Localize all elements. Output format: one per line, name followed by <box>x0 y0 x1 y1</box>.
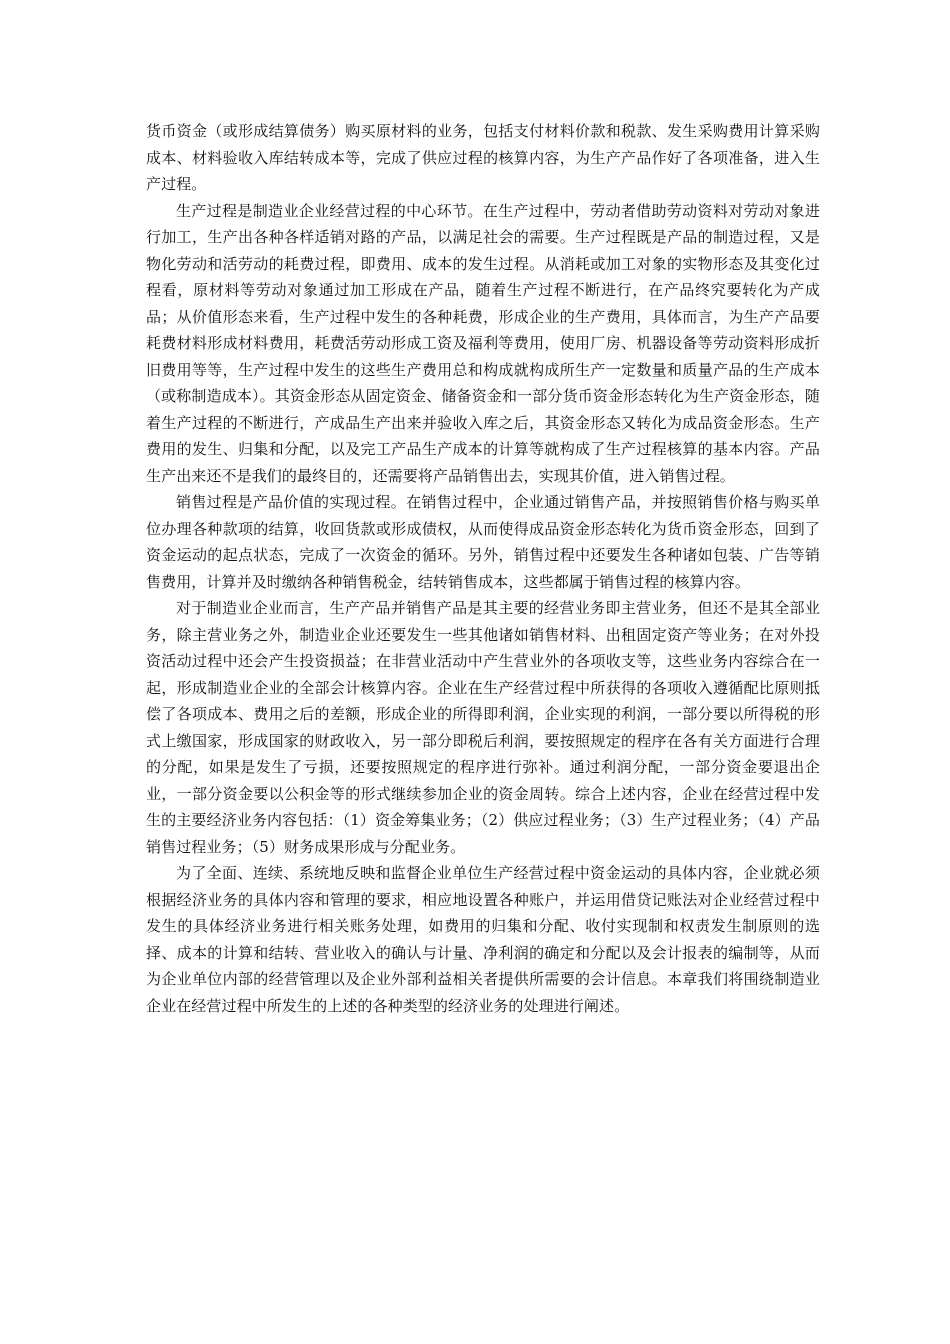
paragraph-business-scope: 对于制造业企业而言，生产产品并销售产品是其主要的经营业务即主营业务，但还不是其全部业务，除主营业务之外，制造业企业还要发生一些其他诸如销售材料、出租固定资产等业务；在对外投资活动过程中还会产生投资损益；在非营业活动中产生营业外的各项收支等，这些业务内容综合在一起，形成制造业企业的全部会计核算内容。企业在生产经营过程中所获得的各项收入遵循配比原则抵偿了各项成本、费用之后的差额，形成企业的所得即利润，企业实现的利润，一部分要以所得税的形式上缴国家，形成国家的财政收入，另一部分即税后利润，要按照规定的程序在各有关方面进行合理的分配，如果是发生了亏损，还要按照规定的程序进行弥补。通过利润分配，一部分资金要退出企业，一部分资金要以公积金等的形式继续参加企业的资金周转。综合上述内容，企业在经营过程中发生的主要经济业务内容包括：（1）资金筹集业务；（2）供应过程业务；（3）生产过程业务；（4）产品销售过程业务；（5）财务成果形成与分配业务。 <box>146 599 820 856</box>
document-body <box>146 118 820 1019</box>
paragraph-accounting-purpose: 为了全面、连续、系统地反映和监督企业单位生产经营过程中资金运动的具体内容，企业就必须根据经济业务的具体内容和管理的要求，相应地设置各种账户，并运用借贷记账法对企业经营过程中发生的具体经济业务进行相关账务处理，如费用的归集和分配、收付实现制和权责发生制原则的选择、成本的计算和结转、营业收入的确认与计量、净利润的确定和分配以及会计报表的编制等，从而为企业单位内部的经营管理以及企业外部利益相关者提供所需要的会计信息。本章我们将围绕制造业企业在经营过程中所发生的上述的各种类型的经济业务的处理进行阐述。 <box>146 864 820 1015</box>
paragraph-sales-process: 销售过程是产品价值的实现过程。在销售过程中，企业通过销售产品，并按照销售价格与购买单位办理各种款项的结算，收回货款或形成债权，从而使得成品资金形态转化为货币资金形态，回到了资金运动的起点状态，完成了一次资金的循环。另外，销售过程中还要发生各种诸如包装、广告等销售费用，计算并及时缴纳各种销售税金，结转销售成本，这些都属于销售过程的核算内容。 <box>146 493 820 591</box>
paragraph-production-process: 生产过程是制造业企业经营过程的中心环节。在生产过程中，劳动者借助劳动资料对劳动对象进行加工，生产出各种各样适销对路的产品，以满足社会的需要。生产过程既是产品的制造过程，又是物化劳动和活劳动的耗费过程，即费用、成本的发生过程。从消耗或加工对象的实物形态及其变化过程看，原材料等劳动对象通过加工形成在产品，随着生产过程不断进行，在产品终究要转化为产成品；从价值形态来看，生产过程中发生的各种耗费，形成企业的生产费用，具体而言，为生产产品要耗费材料形成材料费用，耗费活劳动形成工资及福利等费用，使用厂房、机器设备等劳动资料形成折旧费用等等，生产过程中发生的这些生产费用总和构成就构成所生产一定数量和质量产品的生产成本（或称制造成本）。其资金形态从固定资金、储备资金和一部分货币资金形态转化为生产资金形态，随着生产过程的不断进行，产成品生产出来并验收入库之后，其资金形态又转化为成品资金形态。生产费用的发生、归集和分配，以及完工产品生产成本的计算等就构成了生产过程核算的基本内容。产品生产出来还不是我们的最终目的，还需要将产品销售出去，实现其价值，进入销售过程。 <box>146 201 820 485</box>
paragraph-continuation: 货币资金（或形成结算债务）购买原材料的业务，包括支付材料价款和税款、发生采购费用计算采购成本、材料验收入库结转成本等，完成了供应过程的核算内容，为生产产品作好了各项准备，进入生产过程。 <box>146 122 820 193</box>
